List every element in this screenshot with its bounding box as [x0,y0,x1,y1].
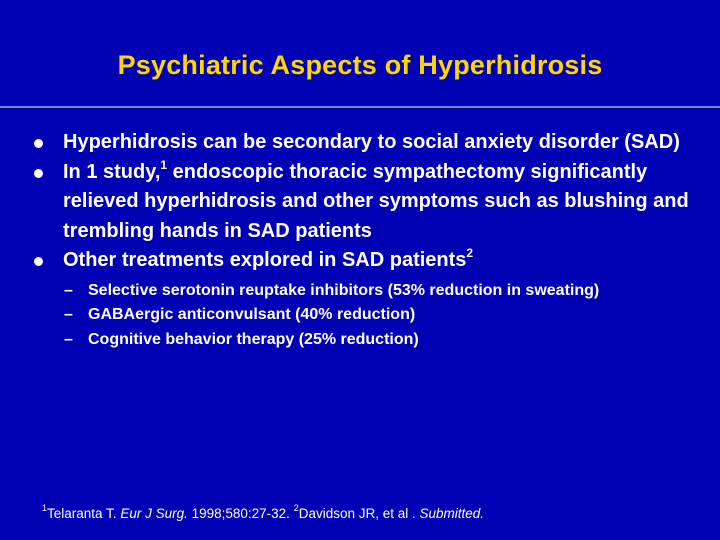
bullet-item [34,246,694,276]
reference-author: Telaranta T. [47,506,121,521]
sub-bullet-item [63,303,694,328]
reference-author: Davidson JR, et al . [298,506,420,521]
sub-bullet-item [63,279,694,304]
bullet-text-continued: endoscopic thoracic sympathectomy significantly relieved hyperhidrosis and other symptoms such as blushing and trembling hands in SAD patients [63,160,689,242]
sub-bullet-item [63,328,694,353]
citation-superscript: 2 [466,246,474,261]
footnote-marker: 2 [293,502,299,513]
bullet-list [34,128,694,352]
sub-bullet-text: Selective serotonin reuptake inhibitors (53% reduction in sweating) [88,281,600,299]
reference-status: Submitted. [419,506,485,521]
reference-details: 1998;580:27-32. [187,506,294,521]
bullet-text: In 1 study, [63,160,161,183]
reference-journal: Eur J Surg. [120,506,188,521]
dash-icon: – [64,281,73,299]
citation-superscript: 1 [160,157,168,172]
bullet-text: Hyperhidrosis can be secondary to social anxiety disorder (SAD) [63,131,680,153]
dash-icon: – [64,330,73,348]
footnote [42,502,485,521]
bullet-dot-icon [34,169,43,178]
title-divider-shadow [0,108,720,109]
bullet-dot-icon [34,257,43,266]
bullet-item [34,128,694,158]
bullet-text: Other treatments explored in SAD patients [63,249,467,271]
sub-bullet-text: Cognitive behavior therapy (25% reduction) [88,330,419,348]
dash-icon: – [64,306,73,323]
footnote-marker: 1 [42,502,48,513]
bullet-dot-icon [34,139,43,148]
sub-bullet-text: GABAergic anticonvulsant (40% reduction) [88,306,416,323]
bullet-item [34,158,694,247]
slide-title: Psychiatric Aspects of Hyperhidrosis [117,50,603,80]
sub-bullet-list [63,279,694,353]
